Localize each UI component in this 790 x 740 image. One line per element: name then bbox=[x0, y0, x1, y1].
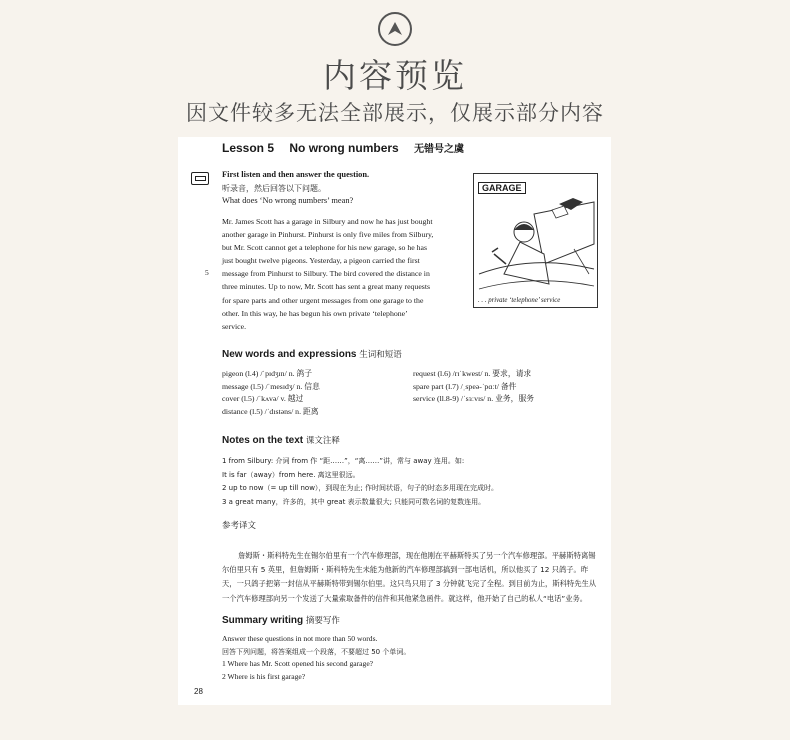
notes-list bbox=[222, 455, 602, 509]
lesson-text bbox=[222, 215, 454, 333]
text-line: just bought twelve pigeons. Yesterday, a pigeon carried the first bbox=[222, 256, 420, 266]
preview-header bbox=[0, 0, 790, 135]
note-item: 3 a great many，许多的，其中 great 表示数量很大; 只能同可数名词的复数连用。 bbox=[222, 497, 486, 506]
document-page bbox=[178, 137, 611, 705]
summary-instructions: Answer these questions in not more than 50 words. bbox=[222, 634, 378, 643]
notes-heading-cn: 课文注释 bbox=[305, 436, 340, 446]
word-entry: spare part (l.7) /ˌspeə-ˈpɑːt/ 备件 bbox=[413, 381, 517, 391]
text-line: three minutes. Up to now, Mr. Scott has sent a great many requests bbox=[222, 282, 431, 292]
lesson-heading bbox=[222, 140, 476, 155]
up-arrow-logo-icon bbox=[378, 12, 412, 46]
text-line: Mr. James Scott has a garage in Silbury and now he has just bought bbox=[222, 217, 433, 226]
picture-caption: . . . private ‘telephone’ service bbox=[478, 297, 561, 304]
notes-heading-en: Notes on the text bbox=[222, 435, 304, 446]
text-line: service. bbox=[222, 321, 247, 331]
words-list-right bbox=[413, 368, 603, 406]
question-cn: 听录音，然后回答以下问题。 bbox=[222, 184, 326, 193]
text-line: another garage in Pinhurst. Pinhurst is only five miles from Silbury, bbox=[222, 230, 434, 240]
translation-heading: 参考译文 bbox=[222, 521, 257, 531]
note-item: 1 from Silbury: 介词 from 作 “距……”，“离……”讲，常与 away 连用。如: bbox=[222, 457, 465, 465]
lesson-title-cn: 无错号之虞 bbox=[414, 144, 465, 155]
preview-subtitle: 因文件较多无法全部展示，仅展示部分内容 bbox=[186, 101, 604, 125]
garage-sign: GARAGE bbox=[478, 182, 526, 194]
preview-title: 内容预览 bbox=[323, 56, 467, 95]
summary-heading-cn: 摘要写作 bbox=[305, 616, 340, 626]
word-entry: distance (l.5) /ˈdɪstəns/ n. 距离 bbox=[222, 406, 319, 416]
text-line: for spare parts and other urgent messages from one garage to the bbox=[222, 295, 424, 305]
text-line: but Mr. Scott cannot get a telephone for his new garage, so he has bbox=[222, 243, 428, 253]
summary-block bbox=[222, 633, 602, 683]
summary-heading bbox=[222, 614, 340, 626]
word-entry: cover (l.5) /ˈkʌvə/ v. 越过 bbox=[222, 394, 304, 404]
question-heading: First listen and then answer the question. bbox=[222, 170, 370, 179]
summary-question: 2 Where is his first garage? bbox=[222, 671, 306, 681]
words-heading-en: New words and expressions bbox=[222, 349, 357, 360]
summary-instructions-cn: 回答下列问题，将答案组成一个段落，不要超过 50 个单词。 bbox=[222, 647, 411, 656]
word-entry: message (l.5) /ˈmesɪdʒ/ n. 信息 bbox=[222, 381, 320, 391]
word-entry: service (ll.8-9) /ˈsɜːvɪs/ n. 业务，服务 bbox=[413, 394, 535, 404]
notes-heading bbox=[222, 434, 340, 446]
summary-heading-en: Summary writing bbox=[222, 615, 304, 626]
summary-question: 1 Where has Mr. Scott opened his second garage? bbox=[222, 659, 374, 668]
question: What does ‘No wrong numbers’ mean? bbox=[222, 196, 354, 205]
words-heading bbox=[222, 348, 402, 360]
note-item: It is far（away）from here. 离这里很远。 bbox=[222, 470, 360, 479]
word-entry: pigeon (l.4) /ˈpɪdʒɪn/ n. 鸽子 bbox=[222, 369, 313, 378]
text-line: message from Pinhurst to Silbury. The bird covered the distance in bbox=[222, 269, 430, 279]
lesson-number: Lesson 5 bbox=[222, 141, 275, 155]
words-heading-cn: 生词和短语 bbox=[359, 350, 402, 360]
translation-text: 詹姆斯・斯科特先生在锡尔伯里有一个汽车修理部，现在他刚在平赫斯特买了另一个汽车修理部。平赫斯特离锡尔伯里只有 5 英里，但詹姆斯・斯科特先生未能为他新的汽车修理部搞到一部电话机，所以他买了 12 只鸽子。昨天，一只鸽子把第一封信从平赫斯特带到锡尔伯里。这只鸟只用了 3 分钟就飞完了全程。到目前为止，斯科特先生从一个汽车修理部向另一个发送了大量索取备件的信件和其他紧急函件。就这样，他开始了自己的私人“电话”业务。 bbox=[222, 551, 597, 603]
cassette-icon bbox=[191, 172, 209, 185]
line-number: 5 bbox=[205, 268, 209, 277]
words-list-left bbox=[222, 368, 407, 418]
word-entry: request (l.6) /rɪˈkwest/ n. 要求，请求 bbox=[413, 369, 532, 378]
text-line: other. In this way, he has begun his own private ‘telephone’ bbox=[222, 308, 408, 318]
lesson-title: No wrong numbers bbox=[289, 141, 399, 155]
page-number: 28 bbox=[194, 687, 203, 696]
note-item: 2 up to now（= up till now），到现在为止; 作时间状语，句子的时态多用现在完成时。 bbox=[222, 484, 499, 492]
